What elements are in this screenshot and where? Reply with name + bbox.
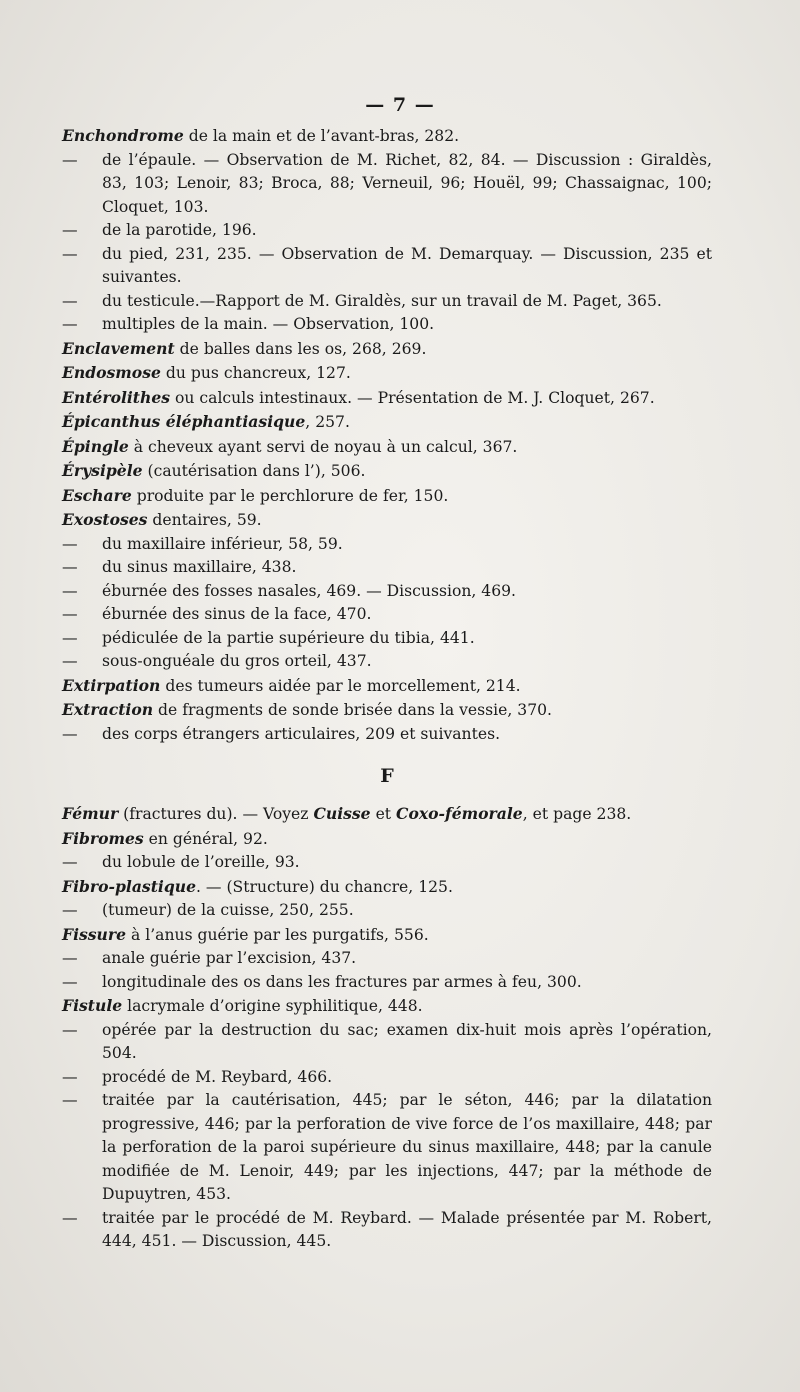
subentry-text: du pied, 231, 235. — Observation de M. Demarquay. — Discussion, 235 et suivantes. — [102, 244, 712, 286]
subentry-dash: — — [62, 1091, 78, 1109]
entry-text: de balles dans les os, 268, 269. — [174, 339, 427, 358]
entry-crossref: Cuisse — [313, 804, 371, 823]
subentry-dash: — — [62, 221, 78, 239]
index-subentry — [62, 971, 712, 995]
entry-heading: Fémur — [62, 804, 119, 823]
index-subentry — [62, 899, 712, 923]
subentry-text: traitée par le procédé de M. Reybard. — Malade présentée par M. Robert, 444, 451. — Discussion, 445. — [102, 1208, 712, 1250]
index-entry — [62, 361, 712, 386]
subentry-text: éburnée des fosses nasales, 469. — Discussion, 469. — [102, 581, 517, 600]
entry-text: des tumeurs aidée par le morcellement, 214. — [160, 676, 521, 695]
index-block-f — [62, 802, 712, 1254]
index-subentry — [62, 603, 712, 627]
index-entry — [62, 994, 712, 1019]
entry-heading: Enchondrome — [62, 126, 184, 145]
index-entry — [62, 459, 712, 484]
index-subentry — [62, 851, 712, 875]
subentry-text: pédiculée de la partie supérieure du tibia, 441. — [102, 628, 475, 647]
index-entry — [62, 923, 712, 948]
subentry-dash: — — [62, 724, 78, 743]
subentry-text: procédé de M. Reybard, 466. — [102, 1067, 333, 1086]
entry-heading: Fissure — [62, 924, 127, 944]
subentry-text: opérée par la destruction du sac; examen dix-huit mois après l’opération, 504. — [102, 1020, 712, 1062]
index-entry — [62, 435, 712, 460]
entry-text: (fractures du). — Voyez — [118, 805, 314, 823]
index-subentry — [62, 580, 712, 604]
entry-crossref: Coxo-fémorale — [396, 804, 523, 823]
index-entry — [62, 802, 712, 827]
section-letter: F — [380, 765, 394, 787]
subentry-dash: — — [62, 581, 78, 600]
index-block-e — [62, 124, 712, 746]
entry-text: de la main et de l’avant-bras, 282. — [183, 127, 460, 145]
entry-text: dentaires, 59. — [147, 511, 262, 529]
entry-heading: Extirpation — [62, 675, 161, 695]
index-subentry — [62, 650, 712, 674]
index-subentry — [62, 556, 712, 580]
entry-text: de fragments de sonde brisée dans la vessie, 370. — [153, 701, 553, 719]
index-subentry — [62, 243, 712, 290]
subentry-dash: — — [62, 605, 78, 623]
page-number: — 7 — — [365, 94, 435, 116]
subentry-dash: — — [62, 1020, 78, 1039]
subentry-dash: — — [62, 853, 78, 871]
entry-heading: Eschare — [62, 485, 132, 505]
entry-text: lacrymale d’origine syphilitique, 448. — [122, 997, 423, 1015]
entry-heading: Érysipèle — [62, 461, 143, 480]
entry-text: , et page 238. — [522, 805, 632, 823]
index-subentry — [62, 723, 712, 747]
index-entry — [62, 875, 712, 900]
index-subentry — [62, 1207, 712, 1254]
subentry-text: éburnée des sinus de la face, 470. — [102, 605, 372, 623]
index-column — [62, 124, 712, 1254]
index-entry — [62, 698, 712, 723]
subentry-text: du testicule.—Rapport de M. Giraldès, sur un travail de M. Paget, 365. — [102, 291, 662, 310]
subentry-text: du maxillaire inférieur, 58, 59. — [102, 534, 343, 553]
entry-text: à l’anus guérie par les purgatifs, 556. — [126, 925, 429, 944]
subentry-dash: — — [62, 244, 78, 263]
index-subentry — [62, 627, 712, 651]
entry-text: , 257. — [305, 413, 350, 431]
subentry-dash: — — [62, 534, 78, 553]
index-subentry — [62, 1066, 712, 1090]
entry-text: et — [370, 805, 397, 823]
subentry-text: multiples de la main. — Observation, 100. — [102, 315, 435, 333]
entry-heading: Extraction — [62, 700, 154, 719]
subentry-text: traitée par la cautérisation, 445; par le séton, 446; par la dilatation progressive, 446; par la perforation de vive force de l’os maxillaire, 448; par la perforation de la paroi supérieure du sinus maxillaire, 448; par la canule modifiée de M. Lenoir, 449; par les injections, 447; par la méthode de Dupuytren, 453. — [102, 1091, 712, 1203]
subentry-text: de l’épaule. — Observation de M. Richet, 82, 84. — Discussion : Giraldès, 83, 103; Lenoir, 83; Broca, 88; Verneuil, 96; Houël, 99; Chassaignac, 100; Cloquet, 103. — [102, 150, 712, 216]
index-subentry — [62, 1019, 712, 1066]
entry-heading: Épicanthus éléphantiasique — [62, 412, 306, 431]
subentry-dash: — — [62, 628, 78, 647]
index-entry — [62, 124, 712, 149]
subentry-dash: — — [62, 1208, 78, 1227]
index-entry — [62, 484, 712, 509]
index-subentry — [62, 947, 712, 971]
subentry-dash: — — [62, 315, 78, 333]
index-subentry — [62, 149, 712, 220]
index-entry — [62, 674, 712, 699]
entry-heading: Endosmose — [62, 363, 161, 382]
subentry-dash: — — [62, 558, 78, 576]
index-entry — [62, 410, 712, 435]
index-subentry — [62, 290, 712, 314]
index-entry — [62, 386, 712, 411]
entry-heading: Enclavement — [62, 338, 175, 358]
subentry-text: (tumeur) de la cuisse, 250, 255. — [102, 901, 354, 919]
subentry-text: du lobule de l’oreille, 93. — [102, 853, 300, 871]
index-subentry — [62, 533, 712, 557]
entry-heading: Fibro-plastique — [62, 876, 196, 896]
subentry-dash: — — [62, 972, 78, 991]
entry-heading: Exostoses — [62, 510, 148, 529]
index-entry — [62, 827, 712, 852]
subentry-text: du sinus maxillaire, 438. — [102, 558, 297, 576]
index-subentry — [62, 219, 712, 243]
index-entry — [62, 337, 712, 362]
entry-heading: Fistule — [62, 996, 123, 1015]
entry-heading: Fibromes — [62, 828, 144, 848]
subentry-text: des corps étrangers articulaires, 209 et suivantes. — [102, 724, 501, 743]
entry-heading: Entérolithes — [62, 387, 171, 407]
entry-heading: Épingle — [62, 436, 129, 456]
subentry-text: de la parotide, 196. — [102, 221, 257, 239]
entry-text: du pus chancreux, 127. — [160, 364, 351, 382]
subentry-dash: — — [62, 652, 78, 670]
entry-text: . — (Structure) du chancre, 125. — [196, 877, 453, 896]
subentry-dash: — — [62, 1067, 78, 1086]
index-subentry — [62, 313, 712, 337]
subentry-dash: — — [62, 291, 78, 310]
entry-text: (cautérisation dans l’), 506. — [142, 462, 366, 480]
subentry-text: sous-onguéale du gros orteil, 437. — [102, 652, 372, 670]
subentry-dash: — — [62, 901, 78, 919]
entry-text: produite par le perchlorure de fer, 150. — [131, 486, 449, 505]
index-entry — [62, 508, 712, 533]
entry-text: à cheveux ayant servi de noyau à un calcul, 367. — [128, 437, 518, 456]
subentry-dash: — — [62, 949, 78, 967]
subentry-text: longitudinale des os dans les fractures par armes à feu, 300. — [102, 972, 582, 991]
entry-text: ou calculs intestinaux. — Présentation de M. J. Cloquet, 267. — [170, 388, 655, 407]
entry-text: en général, 92. — [143, 829, 268, 848]
index-subentry — [62, 1089, 712, 1207]
subentry-dash: — — [62, 150, 78, 169]
subentry-text: anale guérie par l’excision, 437. — [102, 949, 357, 967]
